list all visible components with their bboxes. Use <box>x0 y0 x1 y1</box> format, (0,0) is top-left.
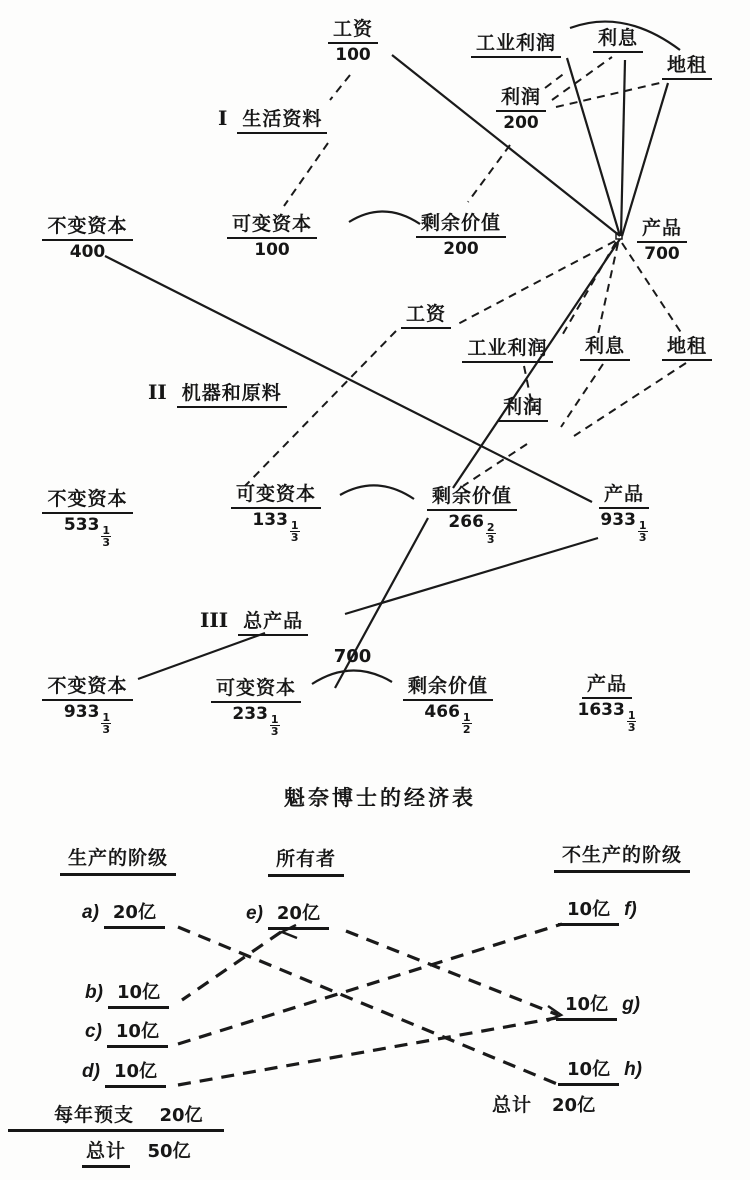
fraction-denominator: 3 <box>290 531 299 544</box>
label: 产品 <box>599 479 649 509</box>
node-interest-ii <box>572 331 638 361</box>
quesnay-row-f <box>558 895 637 926</box>
node-surplus-value-iii <box>382 671 514 735</box>
quesnay-zigzag-lines <box>178 924 562 1086</box>
node-ground-rent-ii <box>652 331 722 361</box>
fraction-denominator: 2 <box>462 723 471 736</box>
grand-total-value: 50亿 <box>147 1141 191 1162</box>
section-label: 生活资料 <box>237 104 327 134</box>
label: 利息 <box>593 23 643 53</box>
node-variable-capital-iii <box>196 673 316 737</box>
row-letter: b) <box>85 982 103 1003</box>
row-value: 20亿 <box>268 899 329 930</box>
grand-total-label-wrap <box>8 1136 130 1168</box>
value-whole: 1633 <box>577 700 625 720</box>
fraction <box>486 522 496 545</box>
label: 不变资本 <box>42 671 132 701</box>
label: 利息 <box>580 331 630 361</box>
value-whole: 933 <box>63 702 100 722</box>
value: 200 <box>503 113 539 133</box>
fraction-denominator: 3 <box>102 723 111 736</box>
fraction-denominator: 3 <box>627 721 636 734</box>
fraction-numerator: 2 <box>486 521 495 534</box>
fraction <box>101 525 111 548</box>
label: 工资 <box>328 14 378 44</box>
section-label: 机器和原料 <box>177 378 287 408</box>
fraction-numerator: 1 <box>270 713 279 726</box>
value <box>20 515 155 548</box>
value: 700 <box>644 244 680 264</box>
fraction-numerator: 1 <box>102 524 111 537</box>
row-value: 20亿 <box>104 898 165 929</box>
label: 利润 <box>498 392 548 422</box>
value-whole: 466 <box>424 702 460 722</box>
label: 工资 <box>401 299 451 329</box>
fraction-numerator: 1 <box>102 711 111 724</box>
node-ground-rent-i <box>652 50 722 80</box>
node-profit-ii <box>488 392 558 422</box>
fraction <box>627 710 637 733</box>
fraction <box>101 712 111 735</box>
quesnay-row-g <box>556 990 640 1021</box>
row-letter: a) <box>82 902 99 923</box>
node-constant-capital-i <box>20 211 155 262</box>
quesnay-header-productive-class <box>48 843 188 876</box>
node-wages-ii <box>390 299 462 329</box>
node-product-iii <box>562 669 652 733</box>
value-whole: 933 <box>600 510 636 530</box>
label: 可变资本 <box>231 479 321 509</box>
label: 产品 <box>637 213 687 243</box>
quesnay-row-c <box>85 1017 168 1048</box>
section-numeral: I <box>218 106 228 130</box>
arc-variable-surplus-iii <box>312 670 392 684</box>
row-value: 10亿 <box>558 1055 619 1086</box>
row-value: 10亿 <box>107 1017 168 1048</box>
node-interest-i <box>583 23 653 53</box>
fraction-denominator: 3 <box>486 533 495 546</box>
node-variable-capital-i <box>212 209 332 260</box>
grand-total-label: 总计 <box>82 1136 130 1168</box>
value: 700 <box>333 646 372 667</box>
value <box>562 700 652 733</box>
label: 不变资本 <box>42 211 132 241</box>
quesnay-header-unproductive-class <box>522 840 722 873</box>
section-numeral: III <box>200 608 229 632</box>
row-value: 10亿 <box>558 895 619 926</box>
node-constant-capital-ii <box>20 484 155 548</box>
label: 剩余价值 <box>416 208 506 238</box>
header-label: 生产的阶级 <box>60 843 176 876</box>
row-value: 10亿 <box>108 978 169 1009</box>
row-letter: h) <box>624 1059 642 1080</box>
label: 工业利润 <box>462 333 552 363</box>
quesnay-total-right <box>492 1090 605 1117</box>
node-constant-capital-iii <box>20 671 155 735</box>
value <box>408 512 536 545</box>
row-value: 10亿 <box>105 1057 166 1088</box>
node-industrial-profit-i <box>450 28 582 58</box>
total-value: 20亿 <box>552 1095 596 1116</box>
annual-advance-row <box>8 1100 224 1132</box>
header-label: 所有者 <box>268 844 344 877</box>
value <box>382 702 514 735</box>
fraction-numerator: 1 <box>627 709 636 722</box>
grand-total-row <box>8 1136 224 1168</box>
section-numeral: II <box>148 380 167 404</box>
label: 地租 <box>662 50 712 80</box>
node-surplus-value-ii <box>408 481 536 545</box>
section-i-header <box>218 104 327 134</box>
label: 地租 <box>662 331 712 361</box>
quesnay-title: 魁奈博士的经济表 <box>284 787 476 810</box>
label: 可变资本 <box>211 673 301 703</box>
label: 可变资本 <box>227 209 317 239</box>
section-label: 总产品 <box>238 606 308 636</box>
label: 产品 <box>582 669 632 699</box>
vertex-marker <box>616 233 622 239</box>
annual-advance-label: 每年预支 <box>8 1100 138 1132</box>
value-whole: 133 <box>252 510 288 530</box>
value: 400 <box>69 242 106 262</box>
fraction-numerator: 1 <box>638 519 647 532</box>
value-whole: 266 <box>448 512 484 532</box>
row-letter: e) <box>246 903 263 924</box>
fraction <box>270 714 280 737</box>
node-wages-i <box>312 14 394 65</box>
value: 200 <box>443 239 479 259</box>
arrowheads <box>282 925 561 1021</box>
total-label: 总计 <box>492 1095 533 1116</box>
quesnay-row-d <box>82 1057 166 1088</box>
quesnay-header-owners <box>258 844 354 877</box>
value-whole: 533 <box>63 515 100 535</box>
value: 100 <box>254 240 290 260</box>
fraction-numerator: 1 <box>290 519 299 532</box>
fraction <box>290 520 300 543</box>
value: 100 <box>335 45 371 65</box>
value <box>196 704 316 737</box>
node-profit-i <box>482 82 560 133</box>
node-product-i <box>628 213 696 264</box>
section-ii-header <box>148 378 287 408</box>
label: 利润 <box>496 82 546 112</box>
node-variable-capital-ii <box>212 479 340 543</box>
value <box>212 510 340 543</box>
quesnay-row-b <box>85 978 169 1009</box>
row-letter: c) <box>85 1021 102 1042</box>
annual-advance-value: 20亿 <box>138 1101 224 1132</box>
fraction-denominator: 3 <box>270 725 279 738</box>
label: 工业利润 <box>471 28 561 58</box>
fraction-numerator: 1 <box>462 711 471 724</box>
node-industrial-profit-ii <box>440 333 575 363</box>
value-whole: 233 <box>232 704 268 724</box>
value <box>20 702 155 735</box>
value <box>588 510 660 543</box>
node-surplus-value-i <box>400 208 522 259</box>
quesnay-row-h <box>558 1055 642 1086</box>
label: 剩余价值 <box>403 671 493 701</box>
quesnay-row-e <box>246 899 329 930</box>
row-value: 10亿 <box>556 990 617 1021</box>
row-letter: f) <box>624 899 637 920</box>
row-letter: d) <box>82 1061 100 1082</box>
node-700-label <box>325 645 380 667</box>
row-letter: g) <box>622 994 640 1015</box>
section-iii-header <box>200 606 308 636</box>
fraction <box>638 520 648 543</box>
node-product-ii <box>588 479 660 543</box>
label: 剩余价值 <box>427 481 517 511</box>
label: 不变资本 <box>42 484 132 514</box>
fraction <box>462 712 472 735</box>
fraction-denominator: 3 <box>102 536 111 549</box>
arc-variable-surplus-ii <box>340 485 414 499</box>
quesnay-row-a <box>82 898 165 929</box>
fraction-denominator: 3 <box>638 531 647 544</box>
quesnay-annual-advance-block <box>8 1100 224 1168</box>
header-label: 不生产的阶级 <box>554 840 690 873</box>
